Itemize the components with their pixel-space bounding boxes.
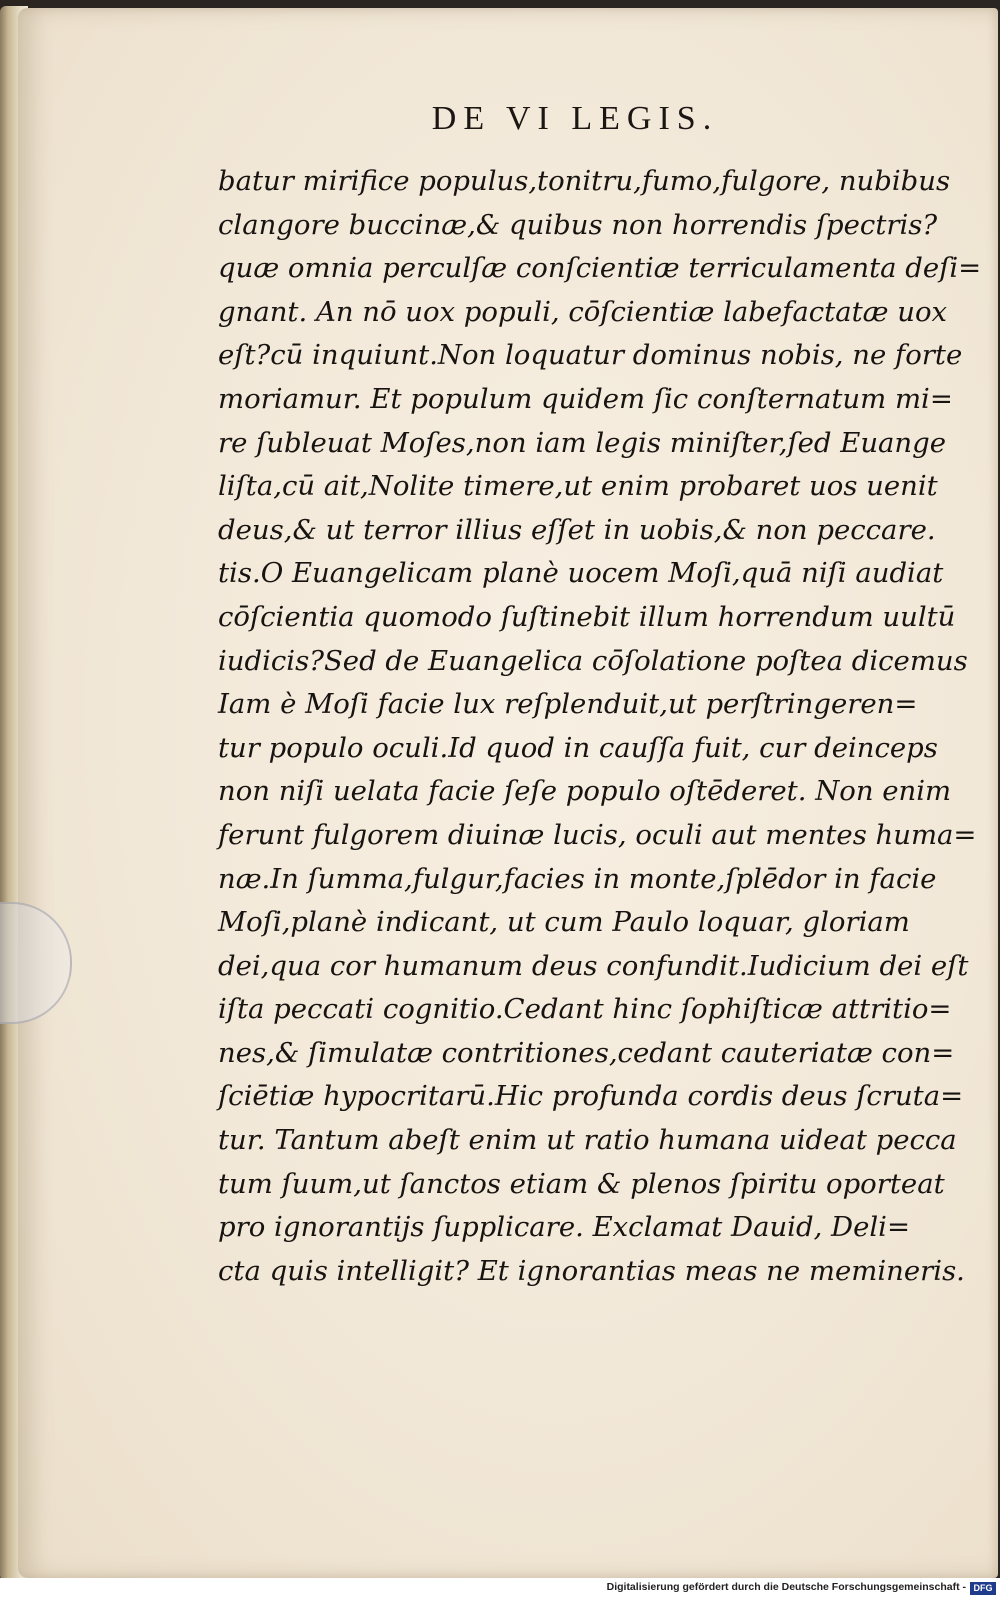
text-line-21: nes,& ſimulatæ contritiones,cedant cauteriatæ con=: [218, 1036, 955, 1069]
text-line-5: eſt?cū inquiunt.Non loquatur dominus nobis, ne forte: [218, 339, 963, 372]
text-line-14: tur populo oculi.Id quod in cauſſa fuit, cur deinceps: [218, 731, 938, 764]
text-line-9: deus,& ut terror illius eſſet in uobis,& non peccare.: [218, 513, 936, 546]
text-line-2: clangore buccinæ,& quibus non horrendis ſpectris?: [218, 208, 938, 241]
text-line-19: dei,qua cor humanum deus confundit.Iudicium dei eſt: [218, 949, 969, 982]
text-line-20: iſta peccati cognitio.Cedant hinc ſophiſticæ attritio=: [218, 993, 952, 1026]
text-line-15: non niſi uelata facie ſeſe populo oſtēderet. Non enim: [218, 775, 952, 808]
text-line-18: Moſi,planè indicant, ut cum Paulo loquar, gloriam: [218, 906, 910, 939]
text-line-7: re ſubleuat Moſes,non iam legis miniſter,ſed Euange: [218, 426, 947, 459]
text-line-1: batur mirifice populus,tonitru,fumo,fulgore, nubibus: [218, 165, 951, 197]
text-line-3: quæ omnia perculſæ conſcientiæ terriculamenta deſi=: [218, 252, 982, 285]
dfg-logo: DFG: [970, 1582, 996, 1595]
text-line-24: tum ſuum,ut ſanctos etiam & plenos ſpiritu oporteat: [218, 1167, 945, 1200]
body-text: [218, 160, 982, 1293]
text-line-26: cta quis intelligit? Et ignorantias meas ne memineris.: [218, 1254, 965, 1287]
text-line-11: cōſcientia quomodo ſuſtinebit illum horrendum uultū: [218, 600, 956, 633]
text-line-25: pro ignorantijs ſupplicare. Exclamat Dauid, Deli=: [218, 1211, 911, 1244]
text-line-13: Iam è Moſi facie lux reſplenduit,ut perſtringeren=: [218, 688, 918, 721]
text-line-6: moriamur. Et populum quidem ſic conſternatum mi=: [218, 382, 953, 415]
running-head: DE VI LEGIS.: [431, 100, 719, 137]
text-line-10: tis.O Euangelicam planè uocem Moſi,quā niſi audiat: [218, 557, 944, 590]
text-line-17: næ.In ſumma,fulgur,facies in monte,ſplēdor in facie: [218, 862, 937, 895]
funding-notice: Digitalisierung gefördert durch die Deutsche Forschungsgemeinschaft -: [606, 1581, 966, 1593]
text-line-22: ſciētiæ hypocritarū.Hic profunda cordis deus ſcruta=: [218, 1080, 964, 1113]
funding-footer: [0, 1578, 1000, 1600]
text-line-23: tur. Tantum abeſt enim ut ratio humana uideat pecca: [218, 1124, 957, 1157]
text-line-4: gnant. An nō uox populi, cōſcientiæ labefactatæ uox: [218, 295, 948, 328]
text-line-16: ferunt fulgorem diuinæ lucis, oculi aut mentes huma=: [218, 818, 977, 851]
text-line-8: liſta,cū ait,Nolite timere,ut enim probaret uos uenit: [218, 470, 938, 503]
text-line-12: iudicis?Sed de Euangelica cōſolatione poſtea dicemus: [218, 644, 968, 677]
